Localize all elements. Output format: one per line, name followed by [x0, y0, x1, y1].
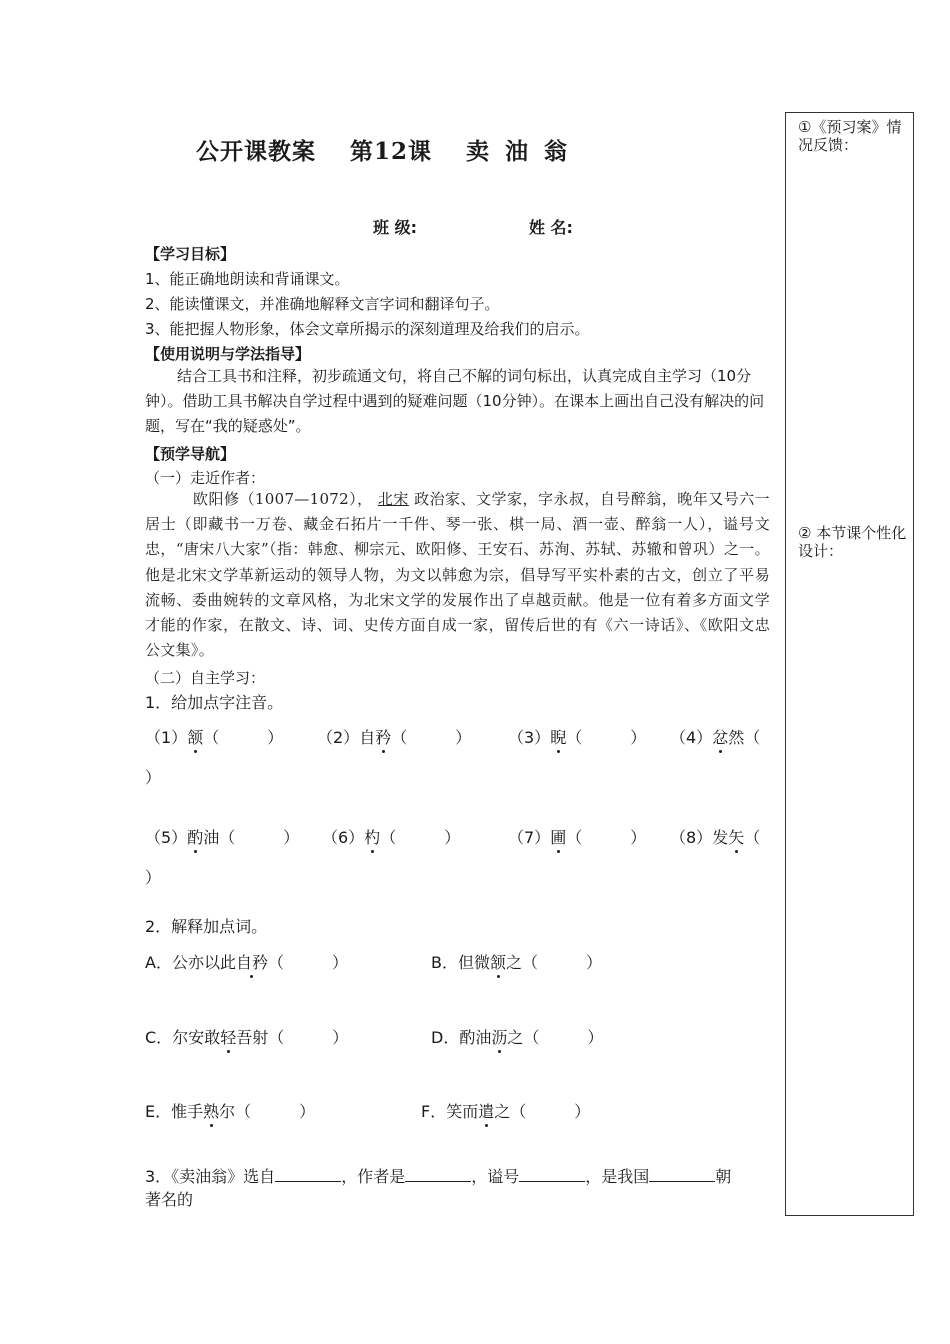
q1-heading: 1．给加点字注音。: [145, 693, 284, 712]
q1-item: （2）自矜（ ）: [317, 725, 471, 748]
q2-item: C．尔安敢轻吾射（ ）: [145, 1025, 348, 1048]
subsection-author: （一）走近作者：: [145, 469, 266, 487]
q1-item: （5）酌油（ ）: [145, 825, 299, 848]
q3-line2: 著名的: [145, 1190, 194, 1209]
q1-item: （6）杓（ ）: [322, 825, 460, 848]
dotted-char: 自矜: [236, 950, 268, 973]
instructions-heading: 【使用说明与学法指导】: [145, 345, 311, 363]
dotted-char: 颔: [187, 725, 203, 748]
class-name-line: [373, 215, 573, 238]
bio-dynasty: 北宋: [377, 490, 409, 508]
author-bio: [145, 487, 770, 663]
dotted-char: 酌: [187, 825, 203, 848]
q1-item: （4）忿然（: [670, 725, 760, 748]
dotted-char: 矜: [375, 725, 391, 748]
q1-item: （1）颔（ ）: [145, 725, 283, 748]
bio-name: 欧阳修（1007—1072），: [193, 490, 373, 508]
q1-row2-cont: ）: [145, 868, 162, 887]
page-title: [196, 133, 571, 166]
fill-blank[interactable]: [519, 1167, 585, 1182]
bio-text: 政治家、文学家，字永叔，自号醉翁，晚年又号六一居士（即藏书一万卷、藏金石拓片一千件、琴一张、棋一局、酒一壶、醉翁一人），谥号文忠，“唐宋八大家”（指：韩愈、柳宗元、欧阳修、王安石、苏洵、苏轼、苏辙和曾巩）之一。他是北宋文学革新运动的领导人物，为文以韩愈为宗，倡导写平实朴素的古文，创立了平易流畅、委曲婉转的文章风格，为北宋文学的发展作出了卓越贡献。他是一位有着多方面文学才能的作家，在散文、诗、词、史传方面自成一家，留传后世的有《六一诗话》、《欧阳文忠公文集》。: [145, 490, 770, 660]
name-label: 姓 名:: [528, 218, 573, 237]
q3-line: 3．《卖油翁》选自 ，作者是 ，谥号 ，是我国 朝: [145, 1167, 732, 1186]
dotted-char: 熟: [203, 1099, 219, 1122]
dotted-char: 矢: [728, 825, 744, 848]
dotted-char: 杓: [364, 825, 380, 848]
dotted-char: 忿: [712, 725, 728, 748]
sidebar-box: [785, 112, 914, 1216]
preview-guide-heading: 【预学导航】: [145, 445, 236, 463]
q1-item: （8）发矢（: [670, 825, 760, 848]
learning-goals-heading: 【学习目标】: [145, 245, 236, 263]
q1-row1-cont: ）: [145, 768, 162, 787]
title-lesson-name: 卖 油 翁: [466, 138, 572, 165]
dotted-char: 轻: [220, 1025, 236, 1048]
title-doc-type: 公开课教案: [196, 138, 316, 165]
dotted-char: 颔: [490, 950, 506, 973]
subsection-self-study: （二）自主学习：: [145, 669, 266, 687]
q2-item: D．酌油沥之（ ）: [431, 1025, 603, 1048]
title-lesson-number: 第12课: [350, 138, 433, 165]
dotted-char: 遣: [478, 1099, 494, 1122]
q2-item: A．公亦以此自矜（ ）: [145, 950, 348, 973]
instructions-text: 结合工具书和注释，初步疏通文句，将自己不解的词句标出，认真完成自主学习（10分钟）。借助工具书解决自学过程中遇到的疑难问题（10分钟）。在课本上画出自己没有解决的问题，写在“我的疑惑处”。: [145, 367, 765, 435]
q2-heading: 2．解释加点词。: [145, 917, 268, 936]
goal-item: 2、能读懂课文，并准确地解释文言字词和翻译句子。: [145, 295, 500, 313]
dotted-char: 圃: [550, 825, 566, 848]
fill-blank[interactable]: [275, 1167, 341, 1182]
fill-blank[interactable]: [405, 1167, 471, 1182]
q1-item: （3）睨（ ）: [508, 725, 646, 748]
dotted-char: 沥: [491, 1025, 507, 1048]
sidebar-design-label: ② 本节课个性化设计：: [798, 524, 907, 560]
q2-item: B．但微颔之（ ）: [431, 950, 602, 973]
goal-item: 1、能正确地朗读和背诵课文。: [145, 270, 350, 288]
q1-item: （7）圃（ ）: [508, 825, 646, 848]
sidebar-feedback-label: ①《预习案》情况反馈：: [798, 118, 902, 154]
class-label: 班 级:: [373, 218, 417, 237]
q2-item: E．惟手熟尔（ ）: [145, 1099, 315, 1122]
q2-item: F．笑而遣之（ ）: [421, 1099, 590, 1122]
fill-blank[interactable]: [649, 1167, 715, 1182]
dotted-char: 睨: [550, 725, 566, 748]
goal-item: 3、能把握人物形象，体会文章所揭示的深刻道理及给我们的启示。: [145, 320, 590, 338]
